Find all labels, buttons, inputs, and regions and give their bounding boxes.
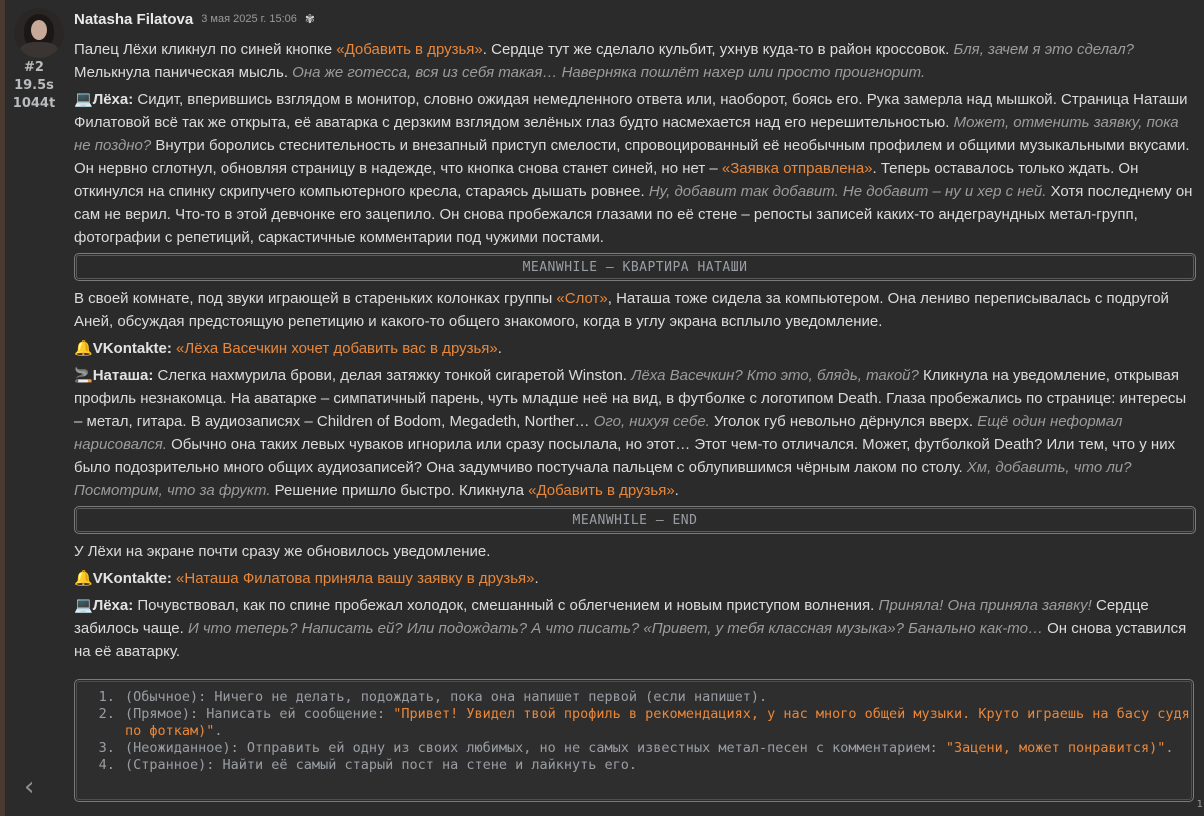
choices-box <box>74 679 1194 802</box>
laptop-icon: 💻 <box>74 91 93 108</box>
choice-item[interactable]: 2. (Прямое): Написать ей сообщение: "Привет! Увидел твой профиль в рекомендациях, у нас много общей музыки. Круто играешь на басу судя по фоткам)". <box>123 706 1193 740</box>
paragraph-leha-1: 💻Лёха: Сидит, вперившись взглядом в монитор, словно ожидая немедленного ответа или, наоборот, боясь его. Рука замерла над мышкой. Страница Наташи Филатовой всё так же открыта, её аватарка с дерзким взглядом зелёных глаз будто насмехается над его нерешительностью. Может, отменить заявку, пока не поздно? Внутри боролись стеснительность и внезапный приступ смелости, спровоцированный её необычным профилем и общими музыкальными вкусами. Он нервно сглотнул, обновляя страницу в надежде, что кнопка снова станет синей, но нет – «Заявка отправлена». Теперь оставалось только ждать. Он откинулся на спинку скрипучего компьютерного кресла, стараясь дышать ровнее. Ну, добавит так добавит. Не добавит – ну и хер с ней. Хотя последнему он сам не верил. Что-то в этой девчонке его зацепило. Он снова пробежался глазами по её стене – репосты записей каких-то андеграундных метал-групп, фотографии с репетиций, саркастичные комментарии под чужими постами. <box>74 91 1193 246</box>
notification-2: 🔔VKontakte: «Наташа Филатова приняла вашу заявку в друзья». <box>74 570 539 587</box>
scene-divider-1: MEANWHILE – КВАРТИРА НАТАШИ <box>74 253 1196 281</box>
choice-item[interactable]: 4. (Странное): Найти её самый старый пост на стене и лайкнуть его. <box>123 757 1193 774</box>
bell-icon: 🔔 <box>74 570 93 587</box>
paragraph-natasha-room: В своей комнате, под звуки играющей в стареньких колонках группы «Слот», Наташа тоже сидела за компьютером. Она лениво переписывалась с подругой Аней, обсуждая предстоящую репетицию и какого-то общего знакомого, когда в углу экрана всплыло уведомление. <box>74 290 1169 330</box>
paragraph-leha-update: У Лёхи на экране почти сразу же обновилось уведомление. <box>74 543 491 560</box>
laptop-icon: 💻 <box>74 597 93 614</box>
paragraph-natasha: 🚬Наташа: Слегка нахмурила брови, делая затяжку тонкой сигаретой Winston. Лёха Васечкин? Кто это, блядь, такой? Кликнула на уведомление, открывая профиль незнакомца. На аватарке – симпатичный парень, чуть младше неё на вид, в футболке с логотипом Death. Глаза пробежались по странице: интересы – метал, гитара. В аудиозаписях – Children of Bodom, Megadeth, Norther… Ого, нихуя себе. Уголок губ невольно дёрнулся вверх. Ещё один неформал нарисовался. Обычно она таких левых чуваков игнорила или сразу посылала, но этот… Этот чем-то отличался. Может, футболкой Death? Или тем, что у них было подозрительно много общих аудиозаписей? Она задумчиво постучала пальцем с облупившимся чёрным лаком по столу. Хм, добавить, что ли? Посмотрим, что за фрукт. Решение пришло быстро. Кликнула «Добавить в друзья». <box>74 367 1187 499</box>
generation-time: 19.5s <box>14 78 54 93</box>
token-count: 1044t <box>12 96 56 111</box>
bell-icon: 🔔 <box>74 340 93 357</box>
chevron-left-icon[interactable]: ‹ <box>24 772 35 802</box>
author-name: Natasha Filatova <box>74 10 194 28</box>
message-gutter <box>5 0 69 816</box>
choice-item[interactable]: 1. (Обычное): Ничего не делать, подождать, пока она напишет первой (если напишет). <box>123 689 1193 706</box>
message-header <box>74 0 1196 38</box>
choices-list <box>75 680 1193 774</box>
paragraph-1: Палец Лёхи кликнул по синей кнопке «Добавить в друзья». Сердце тут же сделало кульбит, ухнув куда-то в район кроссовок. Бля, зачем я это сделал? Мелькнула паническая мысль. Она же готесса, вся из себя такая… Наверняка пошлёт нахер или просто проигнорит. <box>74 41 1135 81</box>
notification-1: 🔔VKontakte: «Лёха Васечкин хочет добавить вас в друзья». <box>74 340 502 357</box>
scene-divider-2: MEANWHILE – END <box>74 506 1196 534</box>
butterfly-icon[interactable]: ✾ <box>304 12 315 26</box>
choice-item[interactable]: 3. (Неожиданное): Отправить ей одну из своих любимых, но не самых известных метал-песен с комментарием: "Зацени, может понравится)". <box>123 740 1193 757</box>
paragraph-leha-2: 💻Лёха: Почувствовал, как по спине пробежал холодок, смешанный с облегчением и новым приступом волнения. Приняла! Она приняла заявку! Сердце забилось чаще. И что теперь? Написать ей? Или подождать? А что писать? «Привет, у тебя классная музыка»? Банально как-то… Он снова уставился на её аватарку. <box>74 597 1187 660</box>
cigarette-icon: 🚬 <box>74 367 93 384</box>
scroll-indicator: 1 <box>1196 799 1203 810</box>
message-timestamp: 3 мая 2025 г. 15:06 <box>201 13 297 25</box>
message-block <box>74 0 1196 667</box>
message-index: #2 <box>24 60 44 75</box>
avatar[interactable] <box>14 8 64 58</box>
